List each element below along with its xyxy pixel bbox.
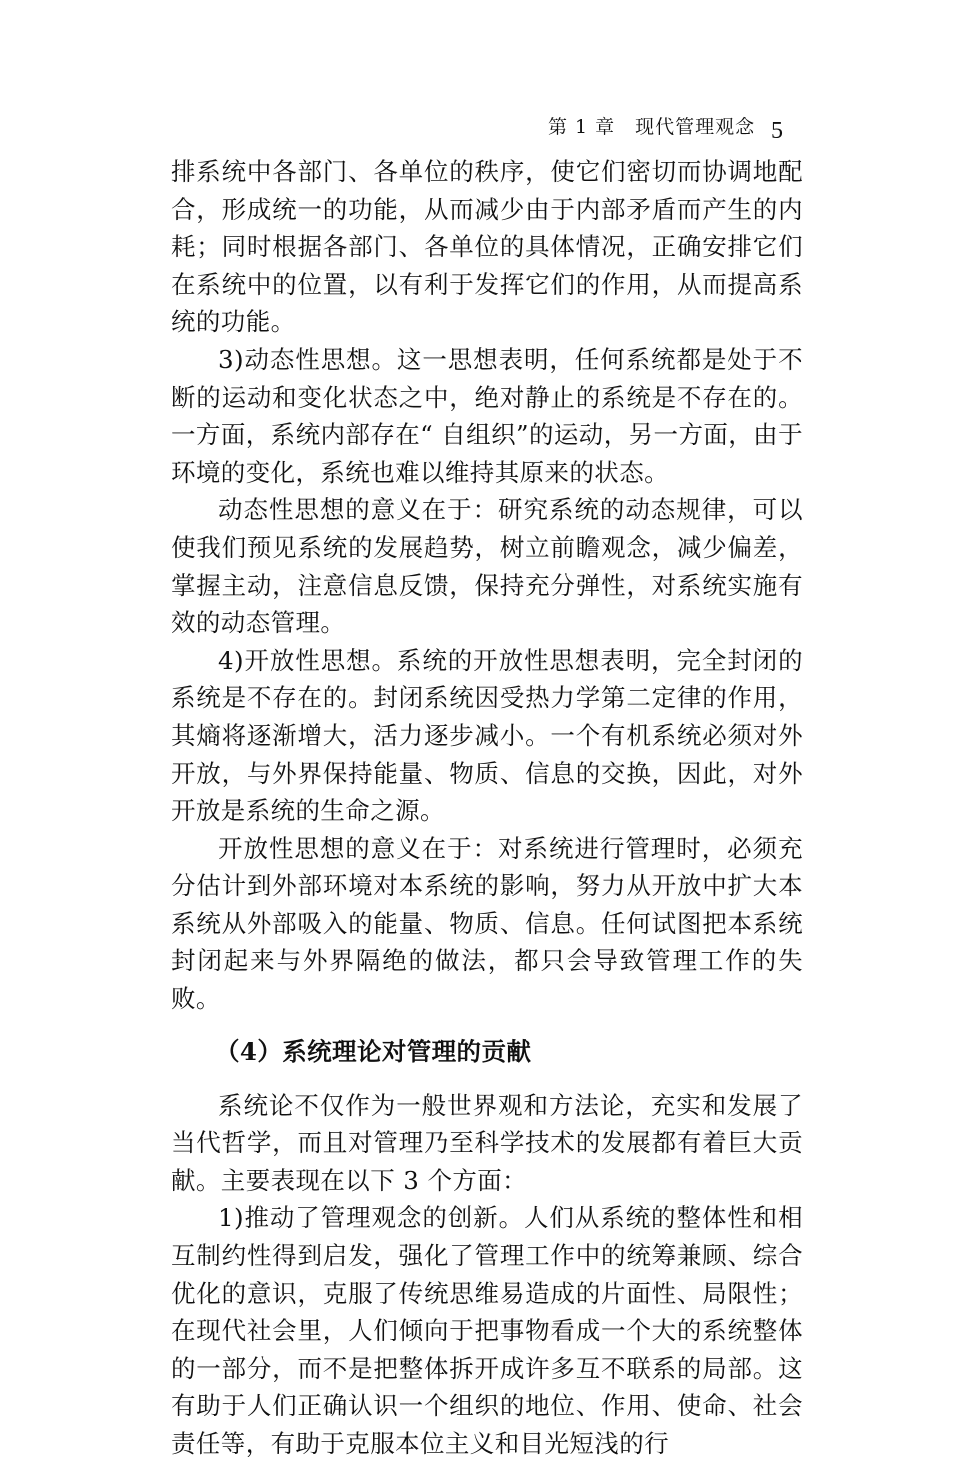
paragraph-dynamic-thinking: 3)动态性思想。这一思想表明，任何系统都是处于不断的运动和变化状态之中，绝对静止的系统是不存在的。一方面，系统内部存在“ 自组织”的运动，另一方面，由于环境的变化，系统也难以维持其原来的状态。 bbox=[171, 344, 803, 487]
paragraph-continuation: 排系统中各部门、各单位的秩序，使它们密切而协调地配合，形成统一的功能，从而减少由于内部矛盾而产生的内耗；同时根据各部门、各单位的具体情况，正确安排它们在系统中的位置，以有利于发挥它们的作用，从而提高系统的功能。 bbox=[171, 157, 803, 337]
running-header: 第 1 章 现代管理观念 bbox=[548, 116, 756, 138]
paragraph-contribution-intro: 系统论不仅作为一般世界观和方法论，充实和发展了当代哲学，而且对管理乃至科学技术的发展都有着巨大贡献。主要表现在以下 3 个方面： bbox=[171, 1090, 803, 1195]
page-number: 5 bbox=[771, 118, 783, 144]
body-text bbox=[171, 153, 803, 1463]
paragraph-open-meaning: 开放性思想的意义在于：对系统进行管理时，必须充分估计到外部环境对本系统的影响，努力从开放中扩大本系统从外部吸入的能量、物质、信息。任何试图把本系统封闭起来与外界隔绝的做法，都只会导致管理工作的失败。 bbox=[171, 833, 803, 1014]
section-heading: （4）系统理论对管理的贡献 bbox=[215, 1036, 532, 1066]
paragraph-open-thinking: 4)开放性思想。系统的开放性思想表明，完全封闭的系统是不存在的。封闭系统因受热力学第二定律的作用，其熵将逐渐增大，活力逐步减小。一个有机系统必须对外开放，与外界保持能量、物质、信息的交换，因此，对外开放是系统的生命之源。 bbox=[171, 645, 803, 826]
paragraph-management-innovation: 1)推动了管理观念的创新。人们从系统的整体性和相互制约性得到启发，强化了管理工作中的统筹兼顾、综合优化的意识，克服了传统思维易造成的片面性、局限性；在现代社会里，人们倾向于把事物看成一个大的系统整体的一部分，而不是把整体拆开成许多互不联系的局部。这有助于人们正确认识一个组织的地位、作用、使命、社会责任等，有助于克服本位主义和目光短浅的行 bbox=[171, 1203, 803, 1458]
paragraph-dynamic-meaning: 动态性思想的意义在于：研究系统的动态规律，可以使我们预见系统的发展趋势，树立前瞻观念，减少偏差，掌握主动，注意信息反馈，保持充分弹性，对系统实施有效的动态管理。 bbox=[171, 495, 803, 638]
